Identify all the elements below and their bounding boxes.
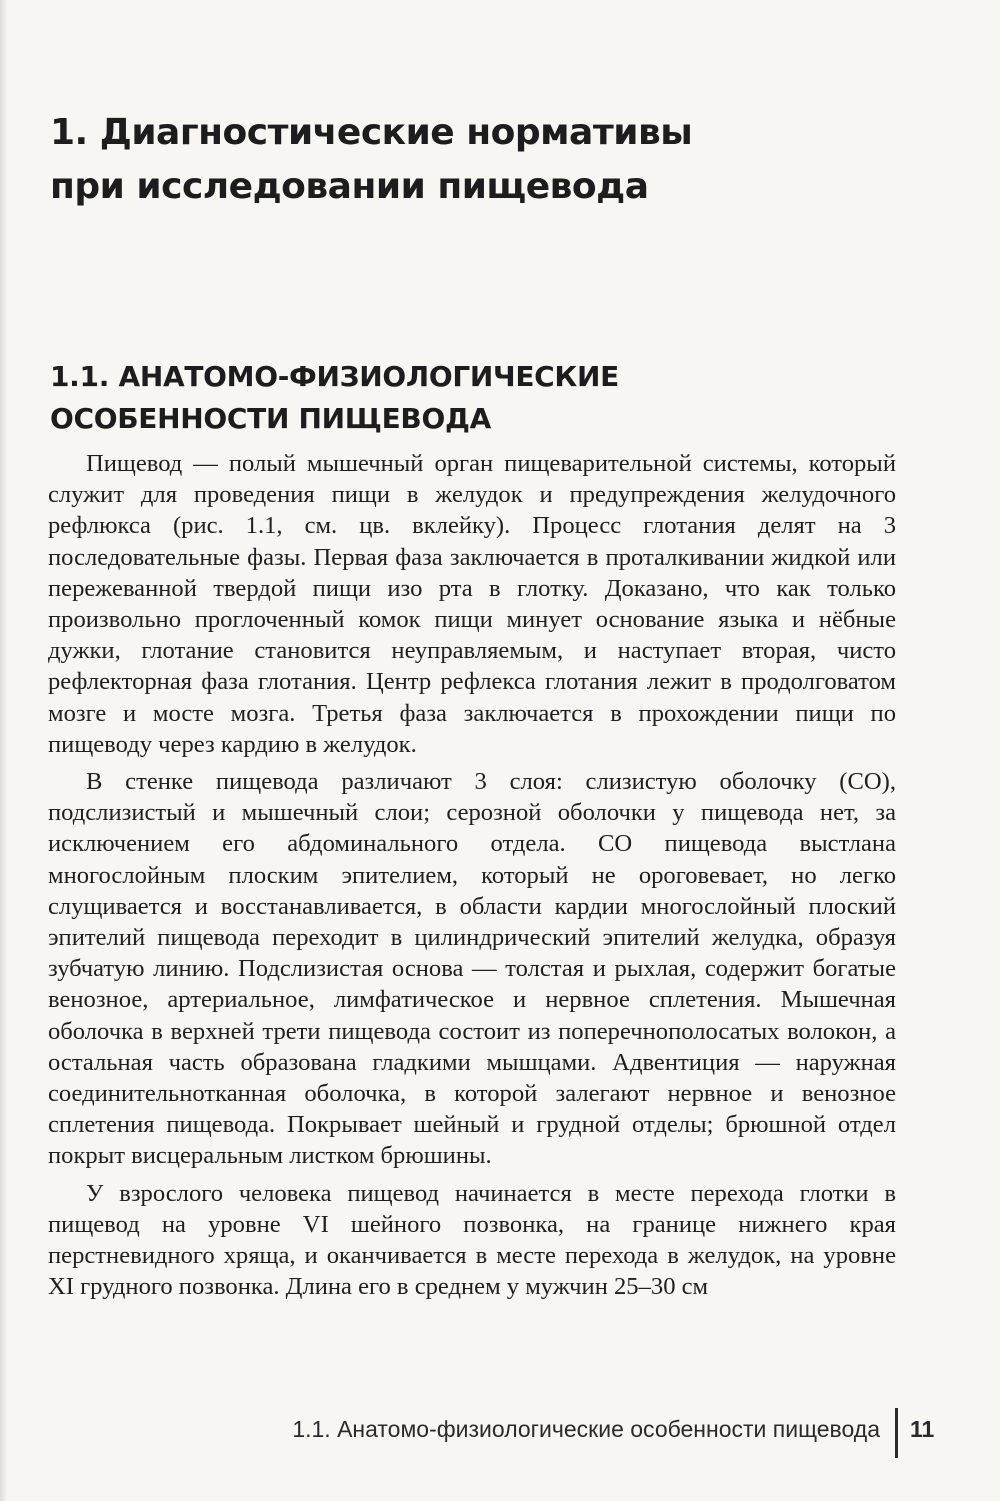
page-edge-shadow (0, 0, 7, 1501)
section-title (50, 356, 950, 440)
paragraph-2: В стенке пищевода различают 3 слоя: слизистую оболочку (СО), подслизистый и мышечный слои; серозной оболочки у пищевода нет, за исключением его абдоминального отдела. СО пищевода выстлана многослойным плоским эпителием, который не ороговевает, но легко слущивается и восстанавливается, в области кардии многослойный плоский эпителий пищевода переходит в цилиндрический эпителий желудка, образуя зубчатую линию. Подслизистая основа — толстая и рыхлая, содержит богатые венозное, артериальное, лимфатическое и нервное сплетения. Мышечная оболочка в верхней трети пищевода состоит из поперечнополосатых волокон, а остальная часть образована гладкими мышцами. Адвентиция — наружная соединительнотканная оболочка, в которой залегают нервное и венозное сплетения пищевода. Покрывает шейный и грудной отделы; брюшной отдел покрыт висцеральным листком брюшины. (48, 768, 896, 1170)
chapter-title-line-1: 1. Диагностические нормативы (50, 112, 693, 153)
paragraph-3: У взрослого человека пищевод начинается в месте перехода глотки в пищевод на уровне VI шейного позвонка, на границе нижнего края перстневидного хряща, и оканчивается в месте перехода в желудок, на уровне XI грудного позвонка. Длина его в среднем у мужчин 25–30 см (48, 1179, 896, 1301)
page-number: 11 (910, 1416, 935, 1442)
page-footer (292, 1408, 940, 1458)
paragraph-1: Пищевод — полый мышечный орган пищеварительной системы, который служит для проведения пищи в желудок и предупреждения желудочного рефлюкса (рис. 1.1, см. цв. вклейку). Процесс глотания делят на 3 последовательные фазы. Первая фаза заключается в проталкивании жидкой или пережеванной твердой пищи изо рта в глотку. Доказано, что как только произвольно проглоченный комок пищи минует основание языка и нёбные дужки, глотание становится неуправляемым, и наступает вторая, чисто рефлекторная фаза глотания. Центр рефлекса глотания лежит в продолговатом мозге и мосте мозга. Третья фаза заключается в прохождении пищи по пищеводу через кардию в желудок. (48, 450, 896, 758)
body-text (48, 448, 896, 1308)
chapter-title (50, 106, 950, 214)
footer-divider (895, 1408, 898, 1458)
running-title: 1.1. Анатомо-физиологические особенности пищевода (292, 1416, 880, 1442)
section-title-line-1: 1.1. АНАТОМО-ФИЗИОЛОГИЧЕСКИЕ (50, 360, 619, 393)
chapter-title-line-2: при исследовании пищевода (50, 166, 649, 207)
section-title-line-2: ОСОБЕННОСТИ ПИЩЕВОДА (50, 402, 491, 435)
